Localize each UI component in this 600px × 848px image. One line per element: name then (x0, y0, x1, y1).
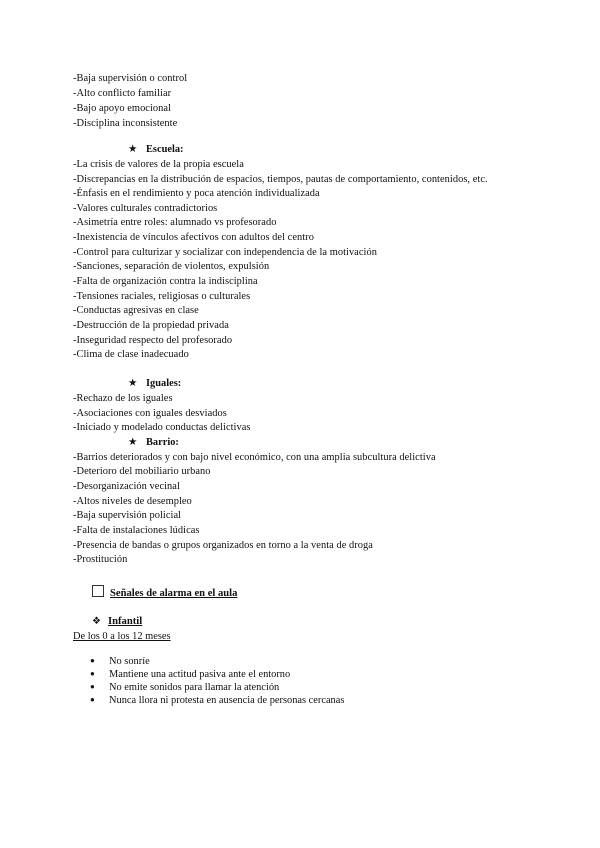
escuela-item: -Valores culturales contradictorios (73, 203, 218, 214)
escuela-item: -Sanciones, separación de violentos, expulsión (73, 261, 270, 272)
star-icon: ★ (128, 144, 138, 155)
alarm-heading: Señales de alarma en el aula (92, 585, 237, 601)
escuela-item: -Control para culturizar y socializar con independencia de la motivación (73, 247, 377, 258)
section-heading-escuela: ★ Escuela: (128, 144, 184, 155)
escuela-item: -Clima de clase inadecuado (73, 349, 189, 360)
escuela-item: -Conductas agresivas en clase (73, 305, 199, 316)
escuela-item: -La crisis de valores de la propia escuela (73, 159, 244, 170)
section-heading-barrio: ★ Barrio: (128, 437, 179, 448)
bullet-icon: ● (90, 669, 95, 678)
iguales-item: -Asociaciones con iguales desviados (73, 408, 227, 419)
infantil-heading: ❖ Infantil (92, 616, 143, 627)
list-item: ● Nunca llora ni protesta en ausencia de personas cercanas (90, 695, 345, 706)
iguales-item: -Rechazo de los iguales (73, 393, 173, 404)
star-icon: ★ (128, 437, 138, 448)
barrio-item: -Baja supervisión policial (73, 510, 182, 521)
checkbox-square-icon (92, 585, 104, 597)
barrio-item: -Presencia de bandas o grupos organizados en torno a la venta de droga (73, 540, 373, 551)
escuela-item: -Inseguridad respecto del profesorado (73, 335, 233, 346)
bullet-icon: ● (90, 695, 95, 704)
age-range: De los 0 a los 12 meses (73, 631, 171, 642)
escuela-item: -Destrucción de la propiedad privada (73, 320, 229, 331)
family-item: -Disciplina inconsistente (73, 118, 178, 129)
escuela-item: -Inexistencia de vínculos afectivos con adultos del centro (73, 232, 314, 243)
iguales-item: -Iniciado y modelado conductas delictivas (73, 422, 251, 433)
barrio-item: -Altos niveles de desempleo (73, 496, 192, 507)
barrio-item: -Prostitución (73, 554, 128, 565)
escuela-item: -Asimetría entre roles: alumnado vs profesorado (73, 217, 277, 228)
diamond-bullet-icon: ❖ (92, 616, 101, 627)
escuela-item: -Discrepancias en la distribución de espacios, tiempos, pautas de comportamiento, contenidos, etc. (73, 174, 488, 185)
family-item: -Alto conflicto familiar (73, 88, 172, 99)
bullet-icon: ● (90, 682, 95, 691)
escuela-item: -Énfasis en el rendimiento y poca atención individualizada (73, 188, 320, 199)
star-icon: ★ (128, 378, 138, 389)
escuela-item: -Falta de organización contra la indisciplina (73, 276, 258, 287)
list-item: ● Mantiene una actitud pasiva ante el entorno (90, 669, 291, 680)
list-item: ● No emite sonidos para llamar la atención (90, 682, 280, 693)
family-item: -Bajo apoyo emocional (73, 103, 172, 114)
section-heading-iguales: ★ Iguales: (128, 378, 182, 389)
barrio-item: -Falta de instalaciones lúdicas (73, 525, 200, 536)
barrio-item: -Desorganización vecinal (73, 481, 180, 492)
barrio-item: -Barrios deteriorados y con bajo nivel económico, con una amplia subcultura delictiva (73, 452, 436, 463)
family-item: -Baja supervisión o control (73, 73, 188, 84)
barrio-item: -Deterioro del mobiliario urbano (73, 466, 211, 477)
escuela-item: -Tensiones raciales, religiosas o culturales (73, 291, 251, 302)
list-item: ● No sonríe (90, 656, 150, 667)
bullet-icon: ● (90, 656, 95, 665)
